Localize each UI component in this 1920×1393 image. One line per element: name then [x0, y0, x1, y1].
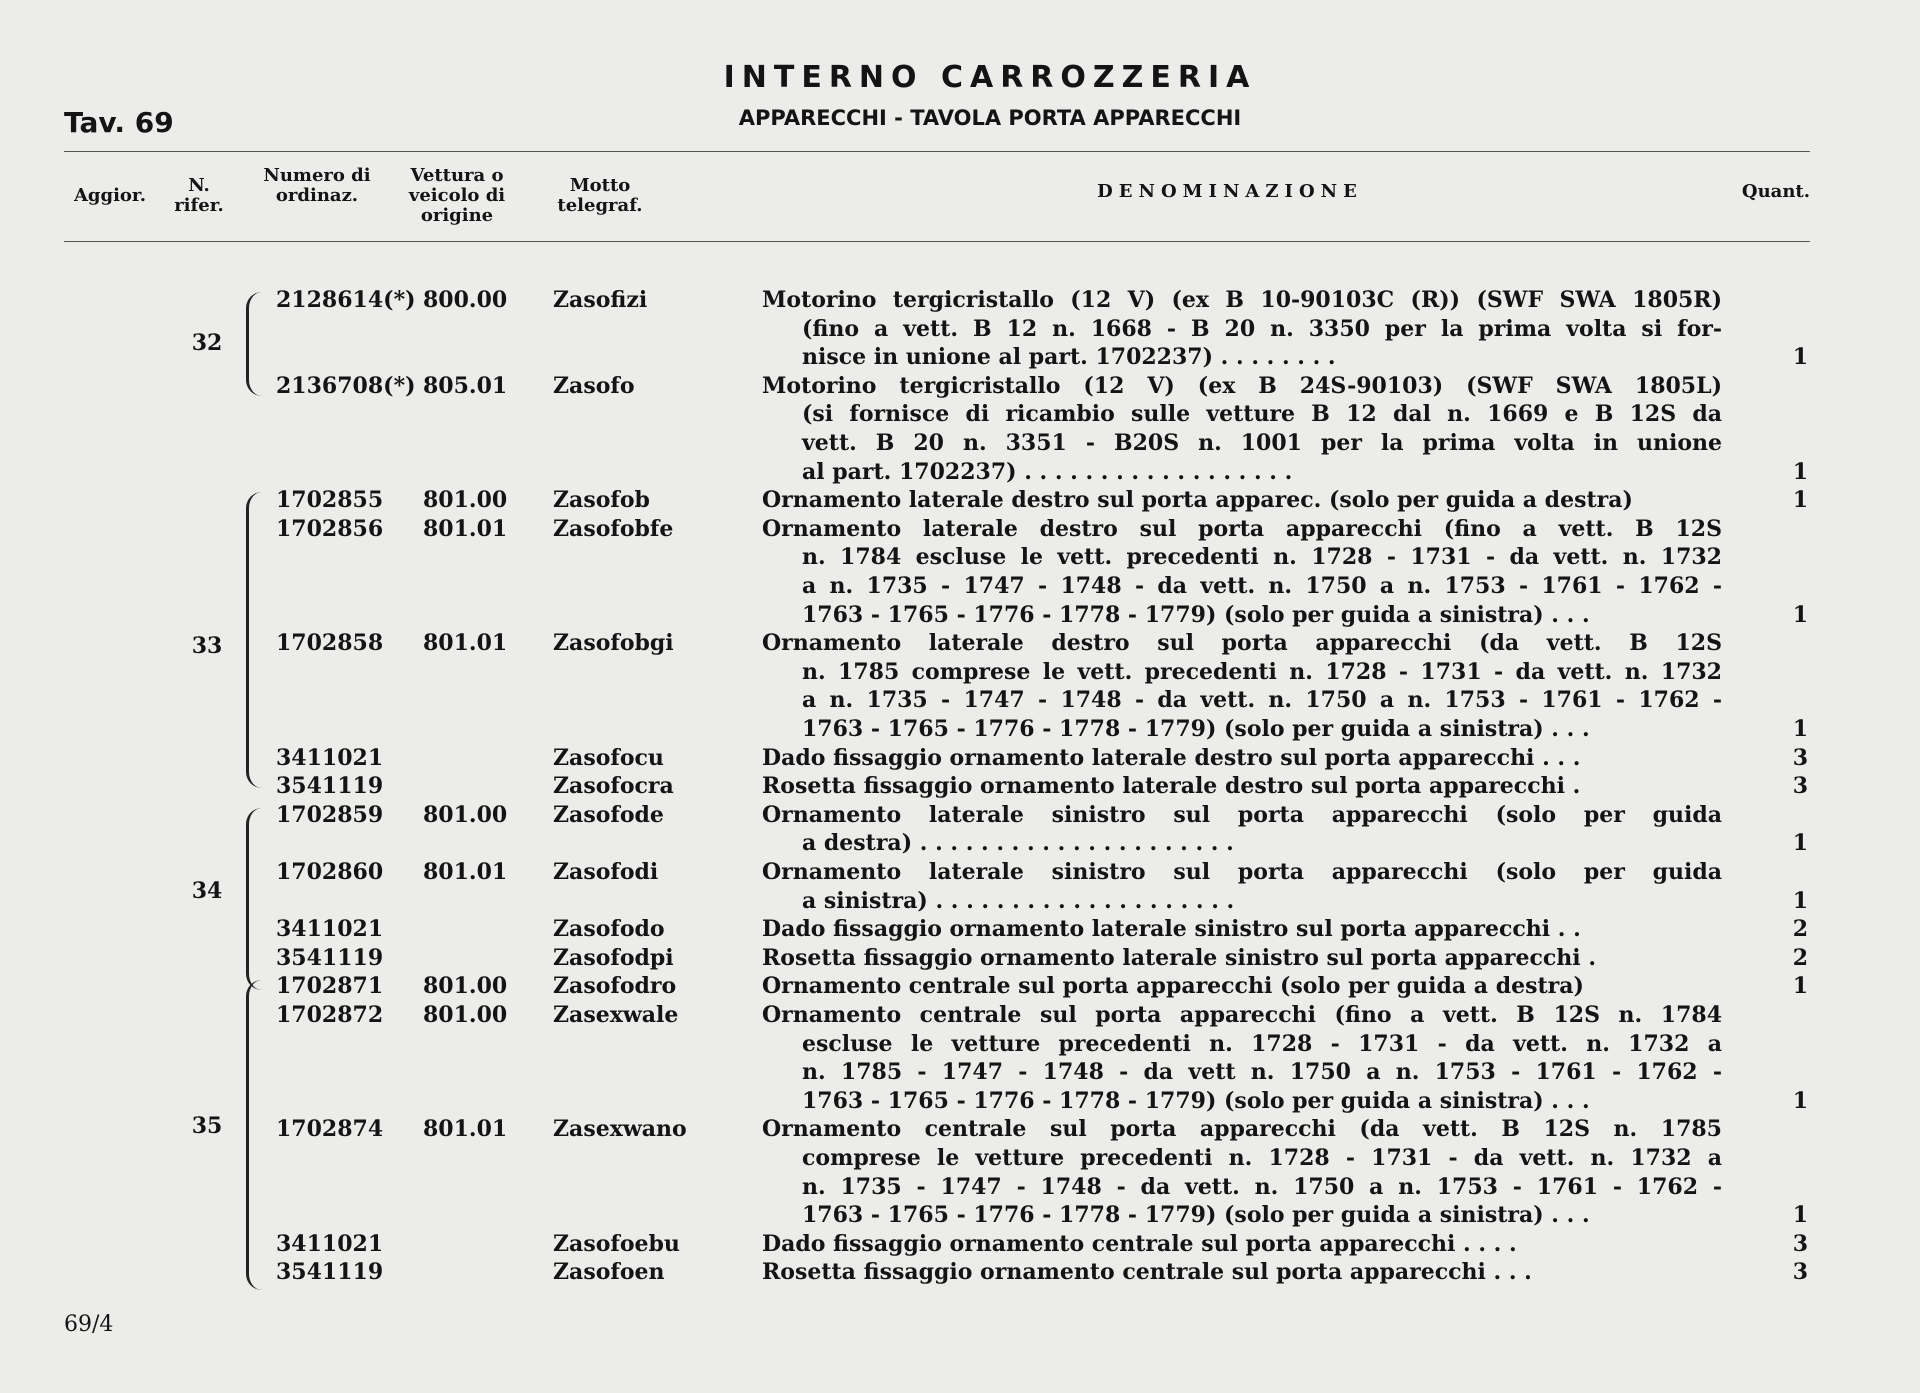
order-number: 3541119	[276, 1259, 384, 1286]
telegraph-code: Zasofoen	[553, 1259, 665, 1286]
quantity: 1	[1792, 973, 1808, 1000]
description	[762, 972, 1584, 1001]
column-header-vettura: Vettura o veicolo di origine	[408, 165, 506, 226]
order-number: 1702859	[276, 801, 384, 828]
description-line: Rosetta fissaggio ornamento centrale sul porta apparecchi . . .	[762, 1259, 1532, 1286]
telegraph-code: Zasexwano	[553, 1116, 687, 1143]
quantity: 3	[1792, 773, 1808, 800]
telegraph-code: Zasofoebu	[553, 1230, 680, 1257]
description-line: Ornamento laterale destro sul porta apparec. (solo per guida a destra)	[762, 487, 1633, 514]
order-number: 3411021	[276, 916, 384, 943]
telegraph-code: Zasofocu	[553, 744, 664, 771]
description	[762, 915, 1581, 944]
quantity: 1	[1792, 830, 1808, 857]
order-number: 2128614(*)	[276, 287, 416, 313]
description	[762, 858, 1722, 915]
telegraph-code: Zasofodro	[553, 973, 677, 1000]
telegraph-code: Zasofodi	[553, 859, 659, 885]
group-brace	[246, 980, 263, 1290]
description-line: vett. B 20 n. 3351 - B20S n. 1001 per la prima volta in unione	[802, 429, 1722, 456]
description	[762, 772, 1580, 801]
telegraph-code: Zasofocra	[553, 773, 674, 800]
quantity: 3	[1792, 1259, 1808, 1286]
description	[762, 944, 1596, 973]
description-line: Ornamento centrale sul porta apparecchi (solo per guida a destra)	[762, 973, 1584, 1000]
order-number: 3411021	[276, 1230, 384, 1257]
vehicle-origin: 801.01	[423, 1116, 508, 1143]
vehicle-origin: 800.00	[423, 287, 508, 313]
group-brace	[246, 808, 263, 990]
quantity: 1	[1792, 487, 1808, 514]
description-line: n. 1784 escluse le vett. precedenti n. 1728 - 1731 - da vett. n. 1732	[802, 544, 1722, 571]
quantity: 1	[1792, 716, 1808, 742]
description-line: Ornamento centrale sul porta apparecchi (fino a vett. B 12S n. 1784	[762, 1002, 1722, 1028]
group-brace	[246, 492, 263, 788]
description	[762, 372, 1722, 486]
column-header-numero: Numero di ordinaz.	[263, 165, 371, 206]
column-header-denominazione: DENOMINAZIONE	[1097, 181, 1363, 202]
description-line: (si fornisce di ricambio sulle vetture B 12 dal n. 1669 e B 12S da	[802, 401, 1722, 428]
order-number: 3541119	[276, 944, 384, 971]
quantity: 2	[1792, 944, 1808, 971]
description-line: Dado fissaggio ornamento centrale sul porta apparecchi . . . .	[762, 1230, 1517, 1257]
vehicle-origin: 801.01	[423, 630, 508, 657]
column-header-motto: Motto telegraf.	[557, 175, 643, 216]
telegraph-code: Zasofode	[553, 801, 664, 828]
description-line: Motorino tergicristallo (12 V) (ex B 10-90103C (R)) (SWF SWA 1805R)	[762, 287, 1722, 313]
vehicle-origin: 801.01	[423, 515, 508, 542]
telegraph-code: Zasofodpi	[553, 944, 674, 971]
order-number: 1702860	[276, 859, 384, 885]
ref-number: 33	[191, 633, 223, 659]
description-line: a sinistra) . . . . . . . . . . . . . . . . . . . .	[802, 887, 1235, 914]
description-line: a n. 1735 - 1747 - 1748 - da vett. n. 1750 a n. 1753 - 1761 - 1762 -	[802, 687, 1722, 714]
order-number: 1702856	[276, 515, 384, 542]
description	[762, 801, 1722, 858]
description-line: 1763 - 1765 - 1776 - 1778 - 1779) (solo per guida a sinistra) . . .	[802, 601, 1590, 628]
quantity: 1	[1792, 601, 1808, 628]
ref-number: 34	[191, 878, 223, 904]
order-number: 1702858	[276, 630, 384, 657]
vehicle-origin: 801.00	[423, 1002, 508, 1028]
telegraph-code: Zasofobgi	[553, 630, 674, 657]
description-line: comprese le vetture precedenti n. 1728 - 1731 - da vett. n. 1732 a	[802, 1144, 1722, 1171]
quantity: 3	[1792, 1230, 1808, 1257]
description-line: Motorino tergicristallo (12 V) (ex B 24S-90103) (SWF SWA 1805L)	[762, 372, 1722, 399]
description-line: 1763 - 1765 - 1776 - 1778 - 1779) (solo per guida a sinistra) . . .	[802, 1202, 1590, 1229]
description-line: (fino a vett. B 12 n. 1668 - B 20 n. 3350 per la prima volta si for-	[802, 315, 1722, 342]
description-line: n. 1785 - 1747 - 1748 - da vett n. 1750 a n. 1753 - 1761 - 1762 -	[802, 1059, 1722, 1086]
description	[762, 486, 1633, 515]
description-line: Ornamento laterale sinistro sul porta apparecchi (solo per guida	[762, 801, 1722, 828]
quantity: 1	[1792, 344, 1808, 371]
vehicle-origin: 801.00	[423, 487, 508, 514]
quantity: 3	[1792, 744, 1808, 771]
description	[762, 515, 1722, 629]
plate-label: Tav. 69	[64, 106, 174, 139]
quantity: 1	[1792, 1087, 1808, 1114]
description	[762, 286, 1722, 372]
telegraph-code: Zasofizi	[553, 287, 648, 313]
order-number: 1702874	[276, 1116, 384, 1143]
description	[762, 1258, 1532, 1287]
description-line: 1763 - 1765 - 1776 - 1778 - 1779) (solo per guida a sinistra) . . .	[802, 715, 1590, 742]
description-line: Dado fissaggio ornamento laterale sinistro sul porta apparecchi . .	[762, 916, 1581, 943]
column-header-aggior: Aggior.	[73, 185, 147, 206]
description-line: escluse le vetture precedenti n. 1728 - 1731 - da vett. n. 1732 a	[802, 1030, 1722, 1057]
description-line: n. 1785 comprese le vett. precedenti n. 1728 - 1731 - da vett. n. 1732	[802, 658, 1722, 685]
order-number: 2136708(*)	[276, 372, 416, 399]
description	[762, 1230, 1517, 1259]
description	[762, 744, 1580, 773]
order-number: 3541119	[276, 773, 384, 800]
quantity: 1	[1792, 887, 1808, 914]
description-line: Ornamento centrale sul porta apparecchi (da vett. B 12S n. 1785	[762, 1116, 1722, 1143]
telegraph-code: Zasofobfe	[553, 515, 674, 542]
quantity: 1	[1792, 458, 1808, 485]
description-line: Rosetta fissaggio ornamento laterale destro sul porta apparecchi .	[762, 773, 1581, 800]
vehicle-origin: 805.01	[423, 372, 508, 399]
page-title: INTERNO CARROZZERIA	[723, 60, 1257, 95]
description	[762, 1001, 1722, 1115]
telegraph-code: Zasofodo	[553, 916, 665, 943]
telegraph-code: Zasexwale	[553, 1002, 679, 1028]
order-number: 3411021	[276, 744, 384, 771]
column-header-nrifer: N. rifer.	[174, 175, 224, 216]
description-line: Ornamento laterale destro sul porta apparecchi (fino a vett. B 12S	[762, 515, 1722, 542]
description-line: a n. 1735 - 1747 - 1748 - da vett. n. 1750 a n. 1753 - 1761 - 1762 -	[802, 572, 1722, 599]
description-line: Ornamento laterale sinistro sul porta apparecchi (solo per guida	[762, 859, 1722, 885]
description-line: n. 1735 - 1747 - 1748 - da vett. n. 1750 a n. 1753 - 1761 - 1762 -	[802, 1173, 1722, 1200]
description-line: al part. 1702237) . . . . . . . . . . . . . . . . . .	[802, 458, 1293, 485]
ref-number: 35	[191, 1113, 223, 1139]
description	[762, 1115, 1722, 1229]
description-line: a destra) . . . . . . . . . . . . . . . . . . . . .	[802, 830, 1234, 857]
telegraph-code: Zasofob	[553, 487, 650, 514]
vehicle-origin: 801.01	[423, 859, 508, 885]
page-subtitle: APPARECCHI - TAVOLA PORTA APPARECCHI	[738, 106, 1242, 130]
vehicle-origin: 801.00	[423, 973, 508, 1000]
page-number: 69/4	[64, 1312, 114, 1337]
header-rule-top	[64, 151, 1810, 152]
description-line: nisce in unione al part. 1702237) . . . . . . . .	[802, 344, 1336, 371]
order-number: 1702871	[276, 973, 384, 1000]
description-line: Dado fissaggio ornamento laterale destro sul porta apparecchi . . .	[762, 744, 1581, 771]
column-header-quant: Quant.	[1741, 181, 1810, 202]
header-rule-bottom	[64, 241, 1810, 242]
description-line: Ornamento laterale destro sul porta apparecchi (da vett. B 12S	[762, 630, 1722, 657]
description-line: Rosetta fissaggio ornamento laterale sinistro sul porta apparecchi .	[762, 944, 1596, 971]
telegraph-code: Zasofo	[553, 372, 635, 399]
order-number: 1702872	[276, 1002, 384, 1028]
description-line: 1763 - 1765 - 1776 - 1778 - 1779) (solo per guida a sinistra) . . .	[802, 1087, 1590, 1114]
vehicle-origin: 801.00	[423, 801, 508, 828]
order-number: 1702855	[276, 487, 384, 514]
group-brace	[246, 292, 263, 396]
quantity: 1	[1792, 1202, 1808, 1229]
ref-number: 32	[191, 330, 223, 356]
description	[762, 629, 1722, 743]
quantity: 2	[1792, 916, 1808, 943]
